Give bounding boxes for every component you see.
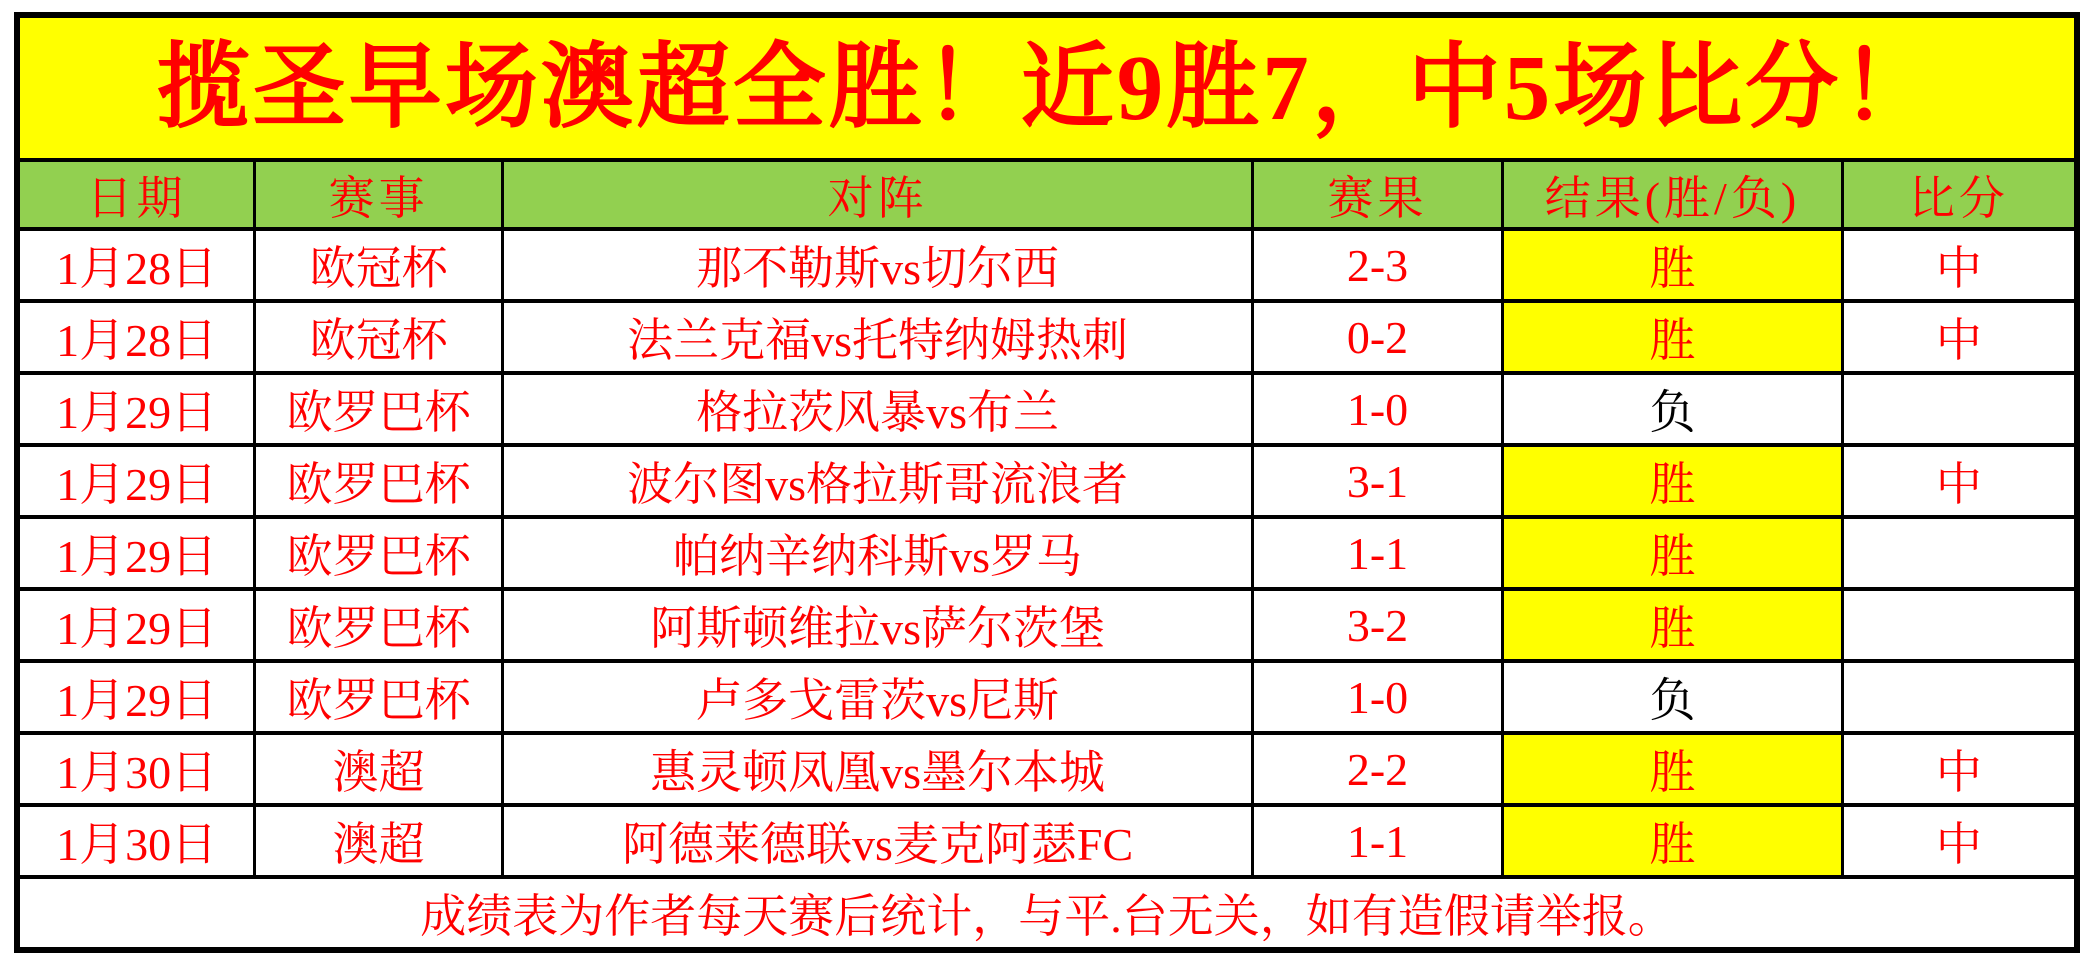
cell-score: 1-0 xyxy=(1254,663,1504,731)
cell-match: 法兰克福vs托特纳姆热刺 xyxy=(504,303,1254,371)
cell-league: 欧罗巴杯 xyxy=(256,375,504,443)
cell-hit xyxy=(1844,591,2074,659)
cell-match: 波尔图vs格拉斯哥流浪者 xyxy=(504,447,1254,515)
table-row xyxy=(20,587,2074,659)
col-header-result: 结果(胜/负) xyxy=(1504,162,1844,227)
cell-date: 1月30日 xyxy=(20,807,256,875)
cell-score: 2-3 xyxy=(1254,231,1504,299)
cell-score: 3-2 xyxy=(1254,591,1504,659)
cell-result: 胜 xyxy=(1504,447,1844,515)
cell-date: 1月29日 xyxy=(20,375,256,443)
cell-hit xyxy=(1844,663,2074,731)
cell-match: 帕纳辛纳科斯vs罗马 xyxy=(504,519,1254,587)
cell-date: 1月30日 xyxy=(20,735,256,803)
cell-score: 3-1 xyxy=(1254,447,1504,515)
cell-league: 欧冠杯 xyxy=(256,231,504,299)
cell-result: 负 xyxy=(1504,375,1844,443)
cell-hit: 中 xyxy=(1935,315,1982,366)
cell-date: 1月29日 xyxy=(20,591,256,659)
cell-hit xyxy=(1844,519,2074,587)
cell-date: 1月29日 xyxy=(20,663,256,731)
table-header-row xyxy=(20,162,2074,227)
page-title: 揽圣早场澳超全胜！近9胜7，中5场比分！ xyxy=(156,36,1938,140)
cell-match: 阿德莱德联vs麦克阿瑟FC xyxy=(504,807,1254,875)
table-row xyxy=(20,659,2074,731)
footer-disclaimer: 成绩表为作者每天赛后统计，与平.台无关，如有造假请举报。 xyxy=(420,891,1674,942)
col-header-date: 日期 xyxy=(20,162,256,227)
col-header-hit: 比分 xyxy=(1908,172,2009,224)
cell-league: 欧冠杯 xyxy=(256,303,504,371)
cell-result: 胜 xyxy=(1504,807,1844,875)
table-row xyxy=(20,803,2074,875)
cell-date: 1月28日 xyxy=(20,231,256,299)
cell-league: 澳超 xyxy=(256,735,504,803)
cell-hit: 中 xyxy=(1935,459,1982,510)
cell-score: 0-2 xyxy=(1254,303,1504,371)
cell-hit: 中 xyxy=(1935,243,1982,294)
cell-hit: 中 xyxy=(1935,747,1982,798)
table-row xyxy=(20,371,2074,443)
cell-score: 1-1 xyxy=(1254,807,1504,875)
cell-result: 负 xyxy=(1504,663,1844,731)
cell-match: 卢多戈雷茨vs尼斯 xyxy=(504,663,1254,731)
footer-row xyxy=(20,875,2074,947)
col-header-match: 对阵 xyxy=(504,162,1254,227)
table-row xyxy=(20,443,2074,515)
title-banner xyxy=(20,18,2074,162)
cell-match: 那不勒斯vs切尔西 xyxy=(504,231,1254,299)
cell-league: 欧罗巴杯 xyxy=(256,663,504,731)
cell-score: 1-0 xyxy=(1254,375,1504,443)
table-row xyxy=(20,515,2074,587)
table-row xyxy=(20,299,2074,371)
cell-result: 胜 xyxy=(1504,303,1844,371)
cell-date: 1月29日 xyxy=(20,519,256,587)
cell-hit xyxy=(1844,375,2074,443)
cell-result: 胜 xyxy=(1504,519,1844,587)
cell-result: 胜 xyxy=(1504,591,1844,659)
cell-result: 胜 xyxy=(1504,231,1844,299)
cell-score: 2-2 xyxy=(1254,735,1504,803)
cell-league: 欧罗巴杯 xyxy=(256,519,504,587)
col-header-league: 赛事 xyxy=(256,162,504,227)
cell-match: 阿斯顿维拉vs萨尔茨堡 xyxy=(504,591,1254,659)
results-sheet xyxy=(14,12,2080,953)
cell-match: 惠灵顿凤凰vs墨尔本城 xyxy=(504,735,1254,803)
cell-score: 1-1 xyxy=(1254,519,1504,587)
table-row xyxy=(20,731,2074,803)
cell-league: 欧罗巴杯 xyxy=(256,447,504,515)
table-row xyxy=(20,227,2074,299)
cell-date: 1月28日 xyxy=(20,303,256,371)
cell-league: 欧罗巴杯 xyxy=(256,591,504,659)
col-header-score: 赛果 xyxy=(1254,162,1504,227)
cell-result: 胜 xyxy=(1504,735,1844,803)
cell-hit: 中 xyxy=(1935,819,1982,870)
cell-date: 1月29日 xyxy=(20,447,256,515)
cell-match: 格拉茨风暴vs布兰 xyxy=(504,375,1254,443)
cell-league: 澳超 xyxy=(256,807,504,875)
